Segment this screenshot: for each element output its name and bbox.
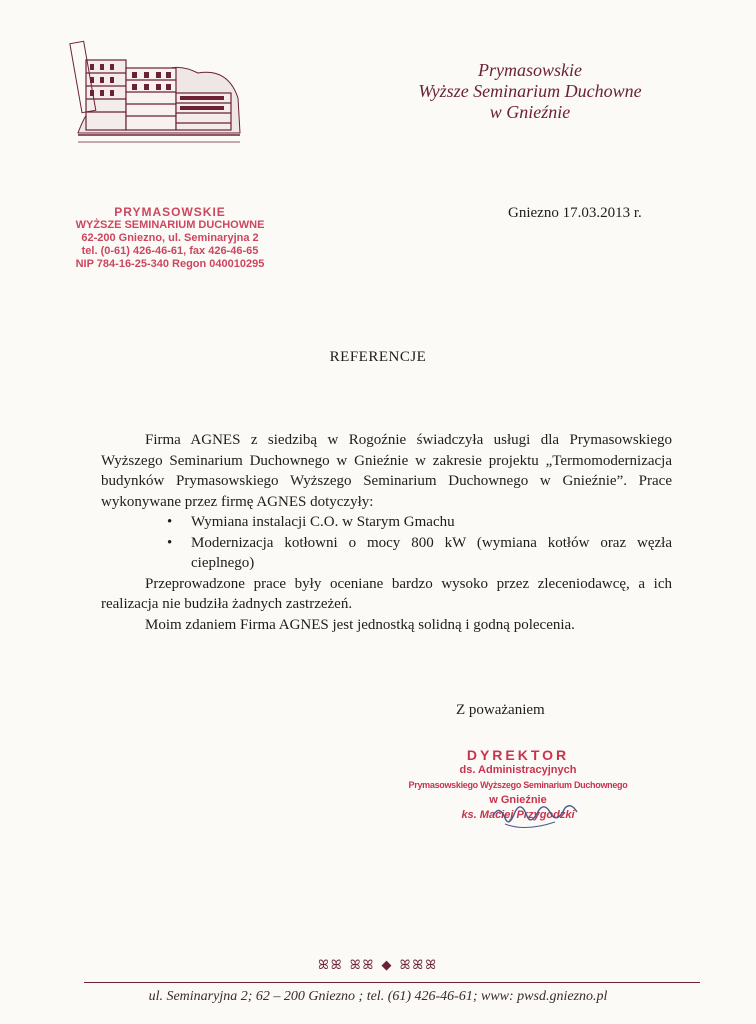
institution-name (380, 60, 680, 123)
footer-divider (84, 982, 700, 983)
paragraph-2: Przeprowadzone prace były oceniane bardzo wysoko przez zleceniodawcę, a ich realizacja nie budziła żadnych zastrzeżeń. (101, 575, 672, 612)
seminary-building-logo (68, 38, 248, 148)
signature-title: DYREKTOR (466, 747, 570, 763)
institution-stamp (60, 206, 280, 271)
stamp-line-5: NIP 784-16-25-340 Regon 040010295 (75, 258, 265, 270)
stamp-line-4: tel. (0-61) 426-46-61, fax 426-46-65 (81, 245, 259, 257)
bullet-item-1: • Wymiana instalacji C.O. w Starym Gmachu (191, 512, 672, 533)
signature-institution: Prymasowskiego Wyższego Seminarium Duchownego (408, 780, 628, 790)
bullet-item-2: • Modernizacja kotłowni o mocy 800 kW (wymiana kotłów oraz węzła cieplnego) (191, 533, 672, 574)
closing: Z poważaniem (456, 702, 545, 718)
stamp-line-2: WYŻSZE SEMINARIUM DUCHOWNE (75, 219, 265, 231)
signature-city: w Gnieźnie (489, 794, 547, 806)
stamp-line-3: 62-200 Gniezno, ul. Seminaryjna 2 (81, 232, 259, 244)
letter-heading: REFERENCJE (329, 349, 427, 365)
handwritten-signature (485, 796, 585, 836)
paragraph-3: Moim zdaniem Firma AGNES jest jednostką solidną i godną polecenia. (145, 616, 575, 633)
paragraph-1: Firma AGNES z siedzibą w Rogoźnie świadczyła usługi dla Prymasowskiego Wyższego Seminarium Duchownego w Gnieźnie w zakresie projektu „Termomodernizacja budynków Prymasowskiego Wyższego Seminarium Duchownego w Gnieźnie”. Prace wykonywane przez firmę AGNES dotyczyły: (101, 432, 672, 510)
footer-ornament: ꕤꕤ ꕤꕤ ◆ ꕤꕤꕤ (317, 958, 439, 973)
stamp-line-1: PRYMASOWSKIE (114, 205, 226, 219)
institution-line-2: Wyższe Seminarium Duchowne (418, 81, 642, 101)
footer-address: ul. Seminaryjna 2; 62 – 200 Gniezno ; tel. (61) 426-46-61; www: pwsd.gniezno.pl (148, 989, 608, 1004)
institution-line-1: Prymasowskie (478, 60, 582, 80)
signature-name: ks. Maciej Przygodzki (461, 809, 575, 821)
signature-department: ds. Administracyjnych (459, 764, 577, 776)
institution-line-3: w Gnieźnie (489, 102, 571, 122)
letter-date: Gniezno 17.03.2013 r. (508, 205, 642, 221)
letter-body (101, 430, 672, 635)
bullet-list (101, 512, 672, 574)
